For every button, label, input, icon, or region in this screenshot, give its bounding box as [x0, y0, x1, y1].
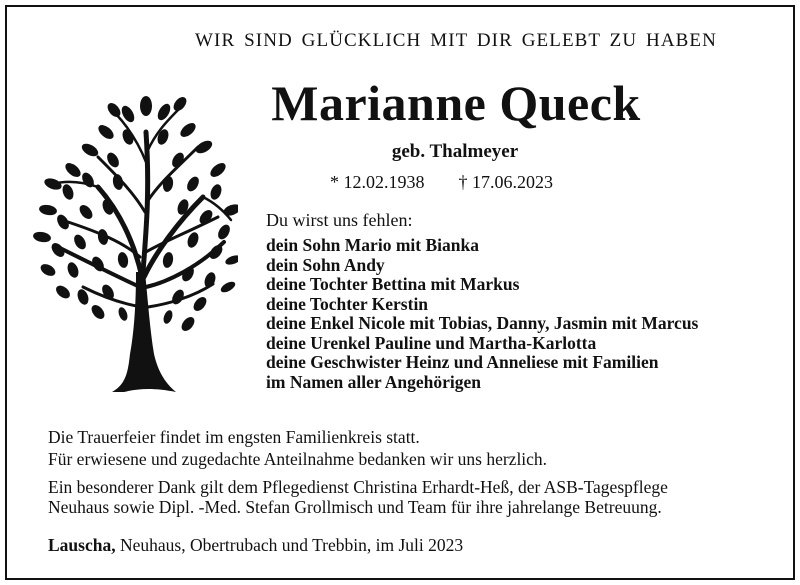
mourner-line: deine Enkel Nicole mit Tobias, Danny, Jasmin mit Marcus	[266, 313, 699, 333]
place-bold: Lauscha,	[48, 535, 116, 555]
mourner-line: deine Urenkel Pauline und Martha-Karlotta	[266, 332, 597, 353]
mourner-line: im Namen aller Angehörigen	[266, 371, 482, 392]
thanks-note: Für erwiesene und zugedachte Anteilnahme bedanken wir uns herzlich.	[48, 449, 548, 469]
mourner-line: dein Sohn Andy	[266, 254, 385, 275]
mourner-line: deine Tochter Kerstin	[266, 293, 429, 314]
special-thanks-line: Ein besonderer Dank gilt dem Pflegedienst Christina Erhardt-Heß, der ASB-Tagespflege	[48, 477, 668, 497]
special-thanks-line: Neuhaus sowie Dipl. -Med. Stefan Grollmisch und Team für ihre jahrelange Betreuung.	[48, 496, 662, 517]
intro-line: Du wirst uns fehlen:	[266, 210, 413, 230]
place-and-date	[48, 536, 463, 556]
mourner-line: deine Geschwister Heinz und Anneliese mit Familien	[266, 352, 659, 372]
mourners-list	[266, 236, 698, 392]
death-date: † 17.06.2023	[458, 172, 553, 192]
place-rest: Neuhaus, Obertrubach und Trebbin, im Juli 2023	[115, 535, 464, 555]
motto: WIR SIND GLÜCKLICH MIT DIR GELEBT ZU HABEN	[195, 30, 717, 51]
mourner-line: dein Sohn Mario mit Bianka	[266, 235, 479, 255]
special-thanks	[48, 478, 668, 517]
birth-name: geb. Thalmeyer	[391, 141, 519, 162]
deceased-name: Marianne Queck	[271, 75, 641, 131]
birth-date: * 12.02.1938	[330, 172, 425, 192]
life-dates	[330, 172, 553, 193]
mourner-line: deine Tochter Bettina mit Markus	[266, 274, 520, 294]
tree-of-life-icon	[28, 92, 238, 397]
funeral-note: Die Trauerfeier findet im engsten Familienkreis statt.	[48, 427, 420, 447]
